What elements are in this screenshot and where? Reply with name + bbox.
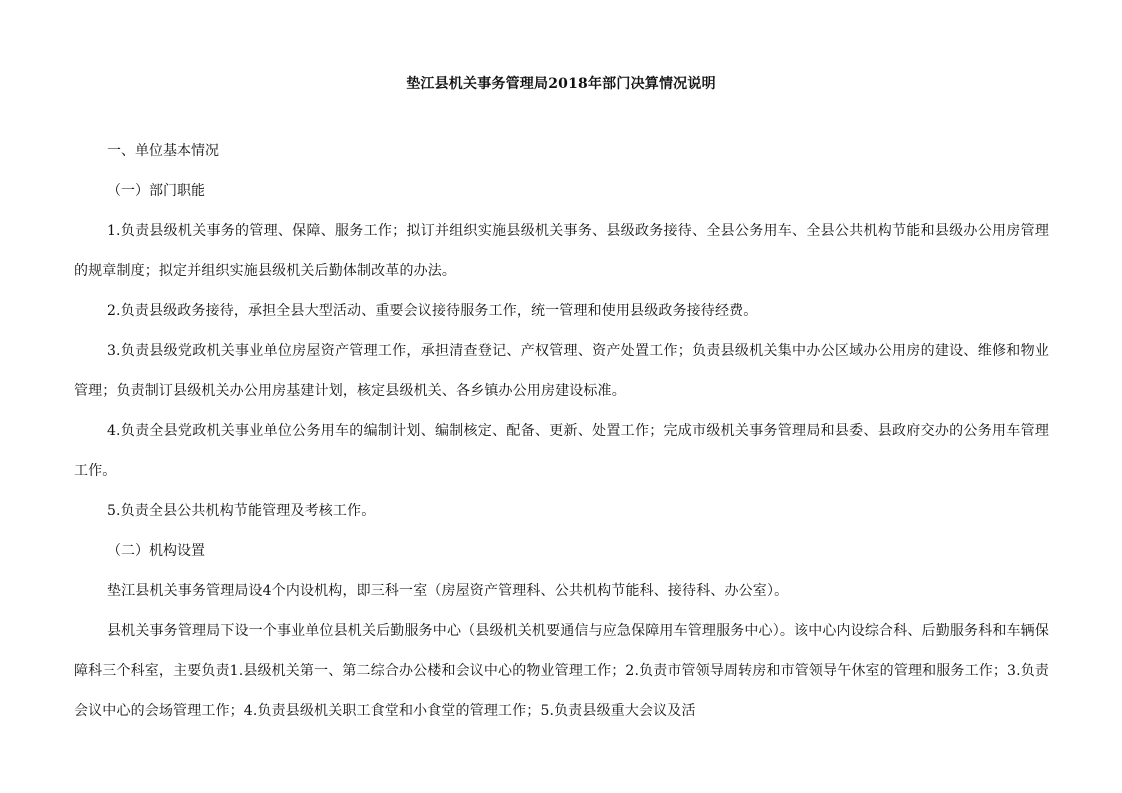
duty-paragraph-1: 1.负责县级机关事务的管理、保障、服务工作；拟订并组织实施县级机关事务、县级政务接待、全县公务用车、全县公共机构节能和县级办公用房管理的规章制度；拟定并组织实施县级机关后勤体制改革的办法。 [74,223,1049,279]
subsection-heading-functions: （一）部门职能 [107,183,205,199]
document-title: 垫江县机关事务管理局2018年部门决算情况说明 [406,76,716,92]
organization-paragraph-1: 垫江县机关事务管理局设4个内设机构，即三科一室（房屋资产管理科、公共机构节能科、接待科、办公室）。 [107,583,789,599]
organization-paragraph-2: 县机关事务管理局下设一个事业单位县机关后勤服务中心（县级机关机要通信与应急保障用车管理服务中心）。该中心内设综合科、后勤服务科和车辆保障科三个科室，主要负责1.县级机关第一、第二综合办公楼和会议中心的物业管理工作；2.负责市管领导周转房和市管领导午休室的管理和服务工作；3.负责会议中心的会场管理工作；4.负责县级机关职工食堂和小食堂的管理工作；5.负责县级重大会议及活 [74,623,1049,719]
duty-paragraph-4: 4.负责全县党政机关事业单位公务用车的编制计划、编制核定、配备、更新、处置工作；完成市级机关事务管理局和县委、县政府交办的公务用车管理工作。 [74,423,1049,479]
section-heading-basic-info: 一、单位基本情况 [107,143,219,159]
document-body [74,131,1049,731]
subsection-heading-organization: （二）机构设置 [107,543,205,559]
duty-paragraph-2: 2.负责县级政务接待，承担全县大型活动、重要会议接待服务工作，统一管理和使用县级政务接待经费。 [107,303,758,319]
duty-paragraph-5: 5.负责全县公共机构节能管理及考核工作。 [107,503,376,519]
duty-paragraph-3: 3.负责县级党政机关事业单位房屋资产管理工作，承担清查登记、产权管理、资产处置工作；负责县级机关集中办公区域办公用房的建设、维修和物业管理；负责制订县级机关办公用房基建计划，核定县级机关、各乡镇办公用房建设标准。 [74,343,1049,399]
